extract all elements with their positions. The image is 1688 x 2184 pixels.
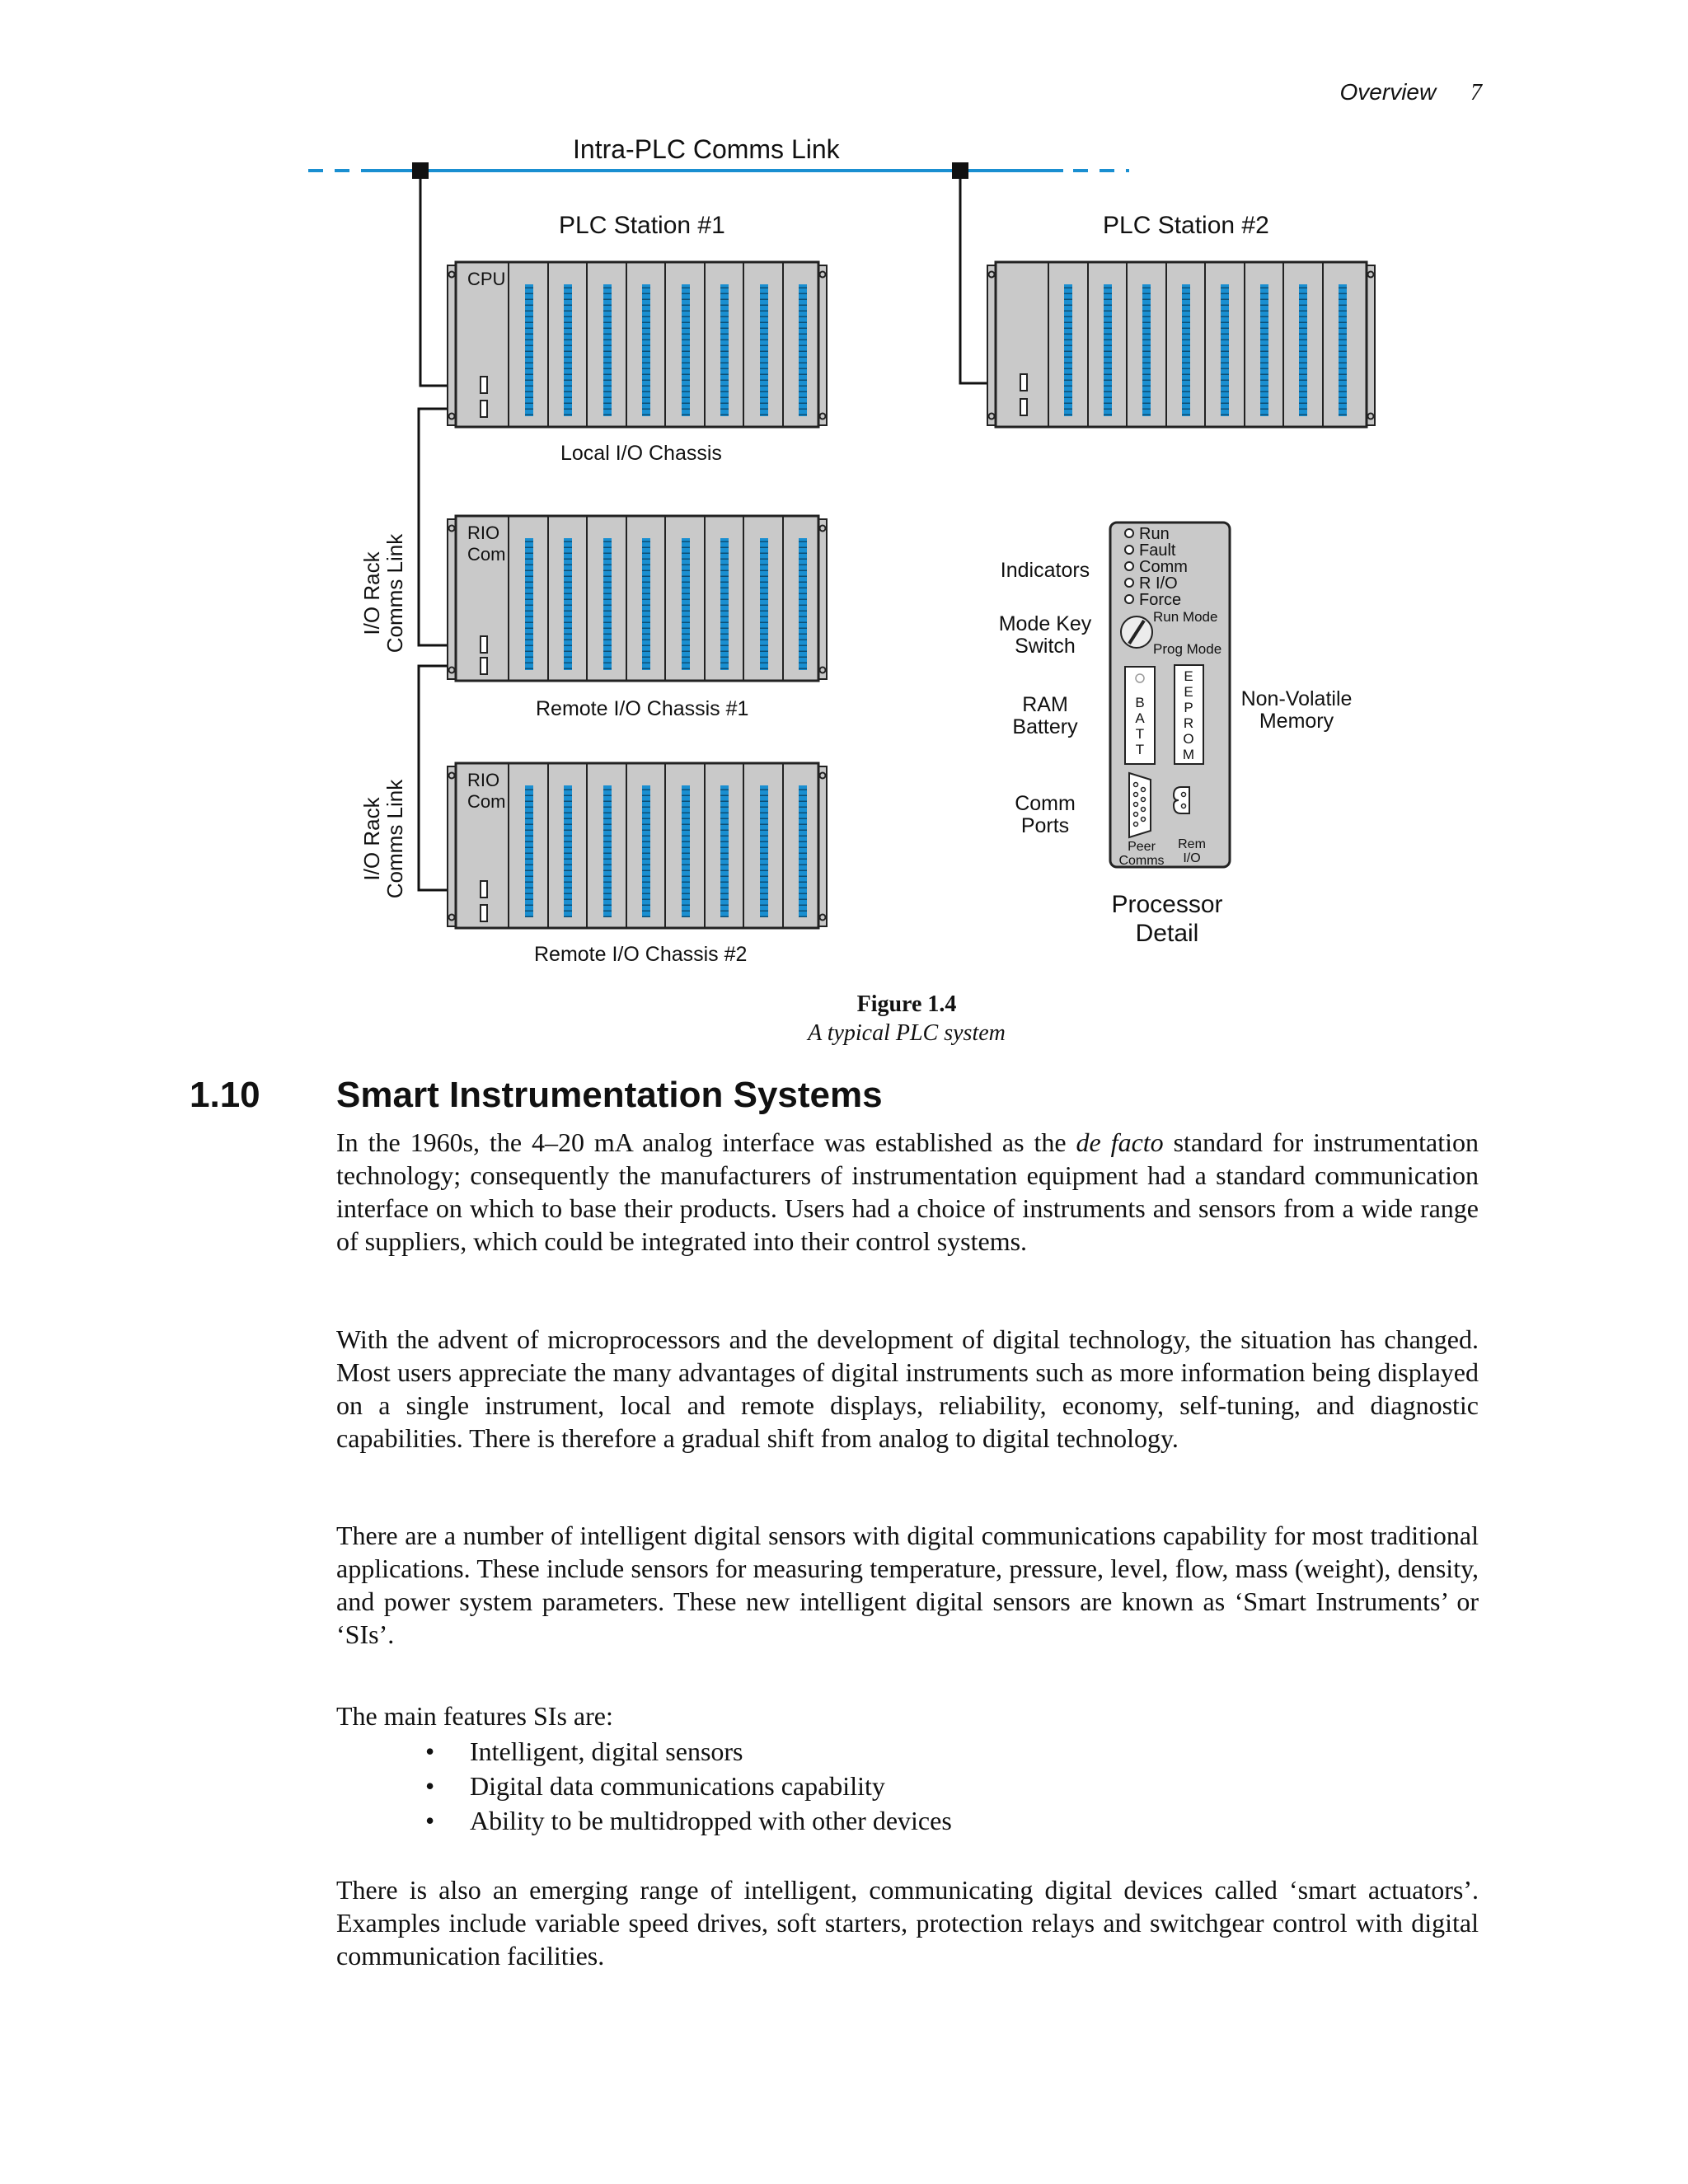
ram-label: RAM (1022, 693, 1068, 716)
memory-label: Memory (1259, 710, 1334, 733)
batt-a: A (1135, 710, 1145, 726)
rem-io-port-icon (1174, 787, 1189, 813)
io-rack-label-2 (359, 779, 407, 898)
processor-label: Processor (1111, 891, 1223, 918)
peer-port-icon (1129, 773, 1151, 837)
peer-label: Peer (1128, 840, 1156, 854)
local-io-chassis (448, 262, 827, 427)
mode-key-label: Mode Key (998, 612, 1092, 635)
comms-link-text-2: Comms Link (382, 779, 407, 899)
rio-label: RIO (467, 523, 500, 543)
prog-mode-label: Prog Mode (1153, 641, 1222, 657)
ind-rio: R I/O (1139, 574, 1178, 593)
io-label: I/O (1183, 851, 1201, 865)
com-label-2: Com (467, 791, 506, 812)
non-volatile-label: Non-Volatile (1240, 687, 1353, 710)
comm-label: Comm (1015, 792, 1076, 815)
eeprom-r: R (1183, 715, 1194, 731)
eeprom-e1: E (1184, 668, 1193, 684)
station1-label: PLC Station #1 (559, 212, 725, 239)
intra-link-label: Intra-PLC Comms Link (573, 134, 840, 164)
switch-label: Switch (1015, 635, 1076, 658)
paragraph-5: There is also an emerging range of intelligent, communicating digital devices called ‘smart actuators’. Examples include variable speed drives, soft starters, protection relays and switchgear control with digital communication facilities. (336, 1875, 1479, 1971)
paragraph-3: There are a number of intelligent digital sensors with digital communications capability for most traditional applications. These include sensors for measuring temperature, pressure, level, flow, mass (weight), density, and power system parameters. These new intelligent digital sensors are known as ‘Smart Instruments’ or ‘SIs’. (336, 1521, 1479, 1649)
comms-label: Comms (1118, 854, 1165, 868)
detail-label: Detail (1135, 920, 1199, 947)
battery-label: Battery (1012, 715, 1078, 738)
station2-label: PLC Station #2 (1103, 212, 1269, 239)
list-item: • Digital data communications capability (422, 1769, 952, 1803)
list-item: • Intelligent, digital sensors (422, 1734, 952, 1769)
batt-b: B (1135, 695, 1145, 710)
ports-label: Ports (1020, 814, 1070, 837)
com-label: Com (467, 544, 506, 565)
paragraph-1-end: standard for instrumentation technology; consequently the manufacturers of instrumentation equipment had a standard communication interface on which to base their products. Users had a choice of instruments and sensors from a wide range of suppliers, which could be integrated into their control systems. (336, 1127, 1479, 1256)
io-rack-text-2: I/O Rack (359, 797, 384, 881)
figure-number: Figure 1.4 (856, 991, 957, 1017)
running-header-title: Overview (1339, 79, 1437, 105)
paragraph-1-start: In the 1960s, the 4–20 mA analog interface was established as the (336, 1127, 1076, 1157)
remote2-label: Remote I/O Chassis #2 (534, 943, 748, 966)
indicators-label: Indicators (1000, 559, 1090, 582)
paragraph-1 (336, 1126, 1479, 1258)
eeprom-e2: E (1184, 684, 1193, 700)
run-mode-label: Run Mode (1153, 609, 1218, 625)
local-chassis-label: Local I/O Chassis (560, 442, 722, 465)
processor-detail (1110, 523, 1230, 868)
ind-comm: Comm (1139, 558, 1188, 576)
eeprom-o: O (1183, 731, 1194, 747)
comms-link-text-1: Comms Link (382, 533, 407, 654)
batt-t2: T (1135, 742, 1145, 757)
paragraph-4: The main features SIs are: (336, 1701, 613, 1731)
ind-force: Force (1139, 591, 1182, 609)
rio-label-2: RIO (467, 770, 500, 790)
io-rack-label-1 (359, 533, 407, 653)
eeprom-p: P (1184, 700, 1193, 715)
intra-plc-comms-link (308, 134, 1129, 179)
remote-io-chassis-1 (448, 516, 827, 681)
station2-chassis (987, 262, 1375, 427)
remote-io-chassis-2 (448, 763, 827, 928)
paragraph-1-emphasis: de facto (1076, 1127, 1164, 1157)
plc-system-figure (297, 115, 1426, 977)
batt-t1: T (1135, 726, 1145, 742)
figure-caption: A typical PLC system (808, 1020, 1006, 1046)
cpu-label: CPU (467, 269, 506, 289)
section-number: 1.10 (190, 1075, 260, 1115)
eeprom-m: M (1182, 747, 1195, 762)
section-title: Smart Instrumentation Systems (336, 1075, 883, 1115)
features-list (422, 1734, 952, 1838)
remote1-label: Remote I/O Chassis #1 (536, 697, 749, 720)
ind-run: Run (1139, 525, 1170, 543)
io-rack-text-1: I/O Rack (359, 551, 384, 635)
ind-fault: Fault (1139, 541, 1176, 560)
page-header (1340, 79, 1482, 106)
list-item: • Ability to be multidropped with other devices (422, 1803, 952, 1838)
page-number: 7 (1470, 80, 1482, 105)
rem-label: Rem (1178, 837, 1206, 851)
paragraph-2: With the advent of microprocessors and the development of digital technology, the situation has changed. Most users appreciate the many advantages of digital instruments such as more information being displayed on a single instrument, local and remote displays, reliability, economy, self-tuning, and diagnostic capabilities. There is therefore a gradual shift from analog to digital technology. (336, 1324, 1479, 1453)
